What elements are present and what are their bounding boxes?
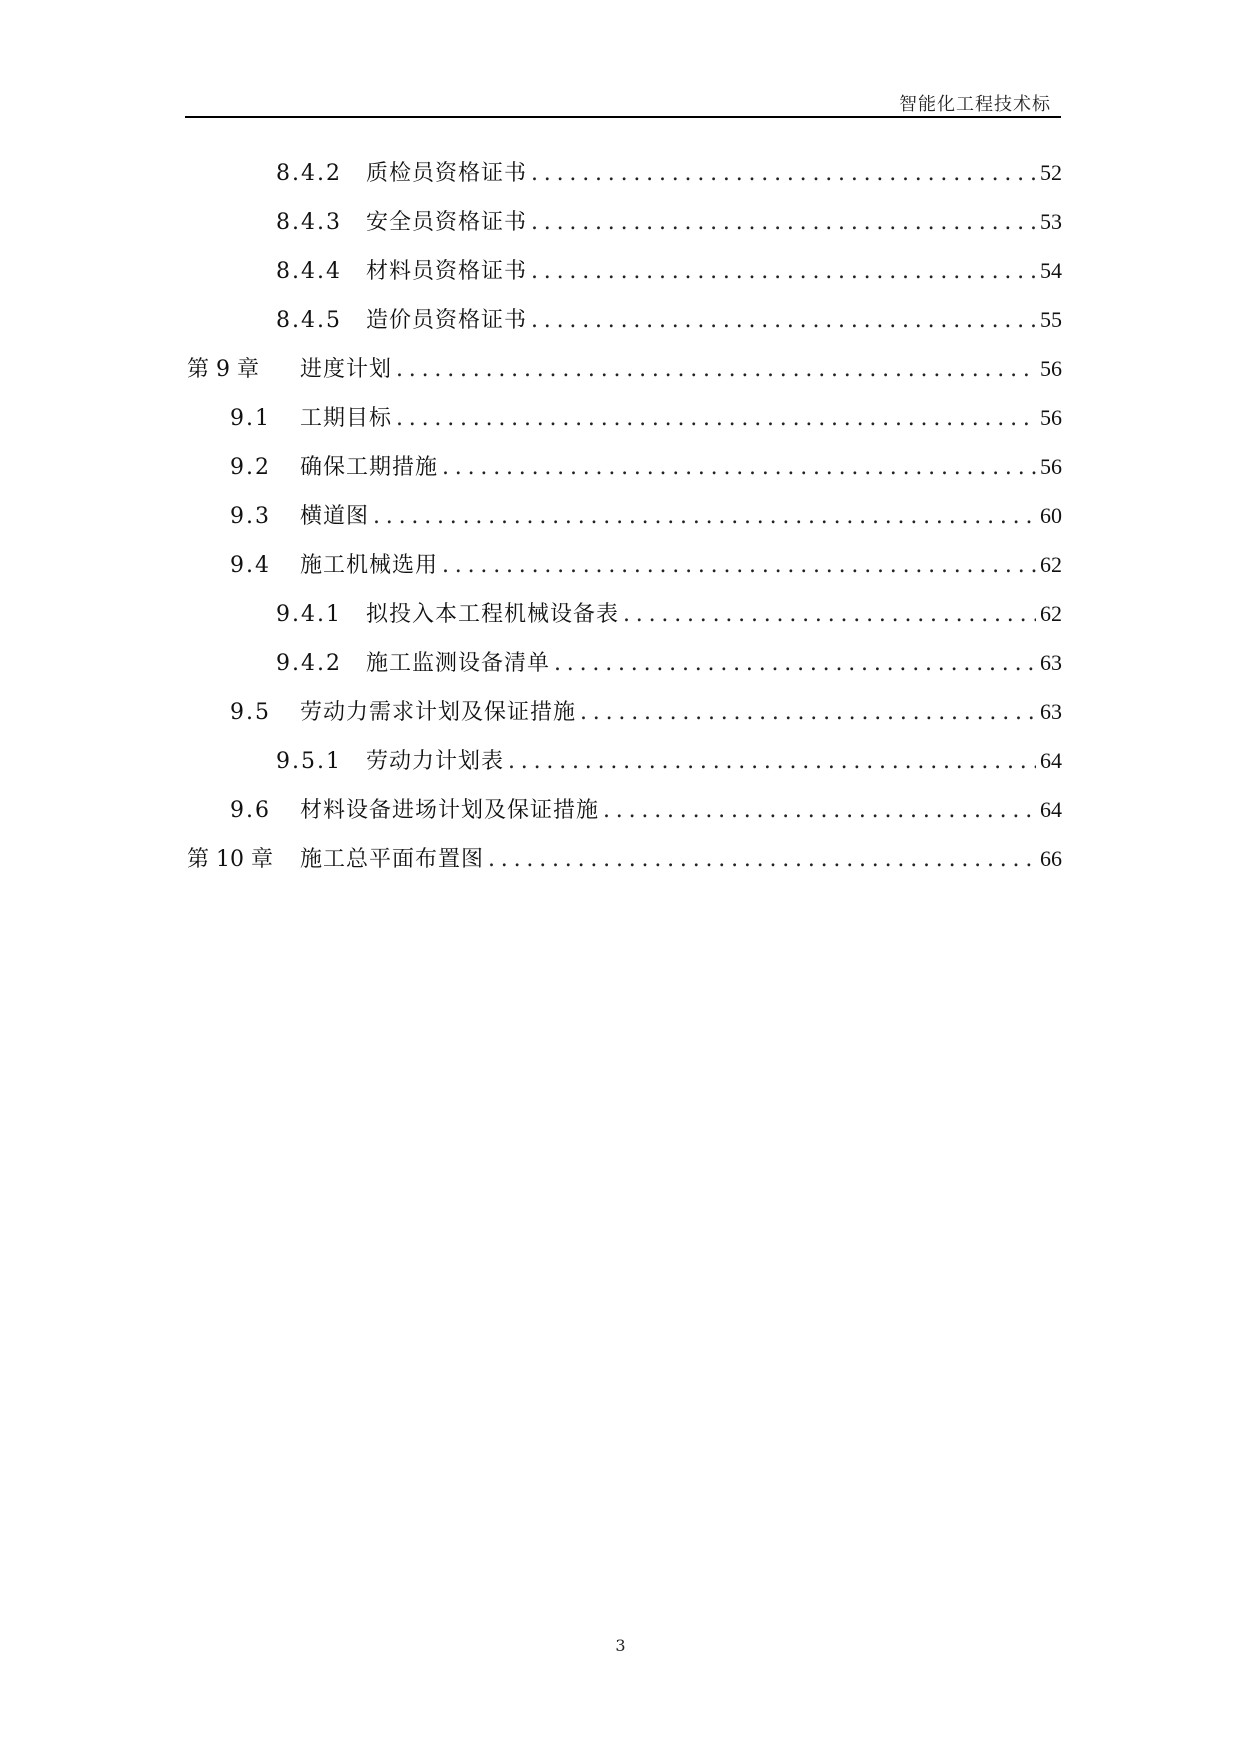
- toc-entry-page: 53: [1040, 209, 1062, 234]
- toc-entry-title: 工期目标: [300, 406, 393, 431]
- toc-entry[interactable]: [187, 442, 1062, 491]
- toc-chapter-entry[interactable]: [187, 834, 1062, 883]
- toc-entry[interactable]: [187, 638, 1062, 687]
- toc-entry-page: 62: [1040, 601, 1062, 626]
- toc-entry-number: 8.4.3: [276, 210, 342, 235]
- toc-entry-number: 9.1: [230, 406, 271, 431]
- toc-entry-number: 9.2: [230, 455, 271, 480]
- toc-entry-number: 9.5.1: [276, 749, 342, 774]
- toc-entry-page: 56: [1040, 454, 1062, 479]
- toc-dot-leader: [554, 639, 1036, 688]
- toc-entry-page: 66: [1040, 846, 1062, 871]
- toc-dot-leader: [531, 149, 1036, 198]
- running-header-title: 智能化工程技术标: [899, 94, 1051, 115]
- toc-dot-leader: [442, 541, 1036, 590]
- toc-entry[interactable]: [187, 148, 1062, 197]
- toc-entry-title: 进度计划: [300, 357, 393, 382]
- page-number: 3: [615, 1636, 626, 1655]
- toc-entry-title: 确保工期措施: [300, 455, 439, 480]
- toc-entry-title: 施工监测设备清单: [366, 651, 551, 676]
- toc-entry-page: 62: [1040, 552, 1062, 577]
- toc-entry-title: 施工机械选用: [300, 553, 439, 578]
- toc-entry-number: 9.5: [230, 700, 271, 725]
- toc-dot-leader: [396, 345, 1036, 394]
- toc-dot-leader: [603, 786, 1036, 835]
- toc-entry-title: 安全员资格证书: [366, 210, 528, 235]
- toc-dot-leader: [373, 492, 1036, 541]
- toc-entry-title: 材料员资格证书: [366, 259, 528, 284]
- toc-dot-leader: [531, 198, 1036, 247]
- toc-dot-leader: [508, 737, 1036, 786]
- toc-chapter-entry[interactable]: [187, 344, 1062, 393]
- toc-entry-title: 劳动力计划表: [366, 749, 505, 774]
- toc-entry[interactable]: [187, 197, 1062, 246]
- toc-entry-page: 52: [1040, 160, 1062, 185]
- toc-entry-number: 第 9 章: [187, 357, 259, 382]
- toc-entry-title: 质检员资格证书: [366, 161, 528, 186]
- toc-entry-number: 8.4.5: [276, 308, 342, 333]
- toc-entry-number: 9.4.1: [276, 602, 342, 627]
- toc-dot-leader: [396, 394, 1036, 443]
- toc-dot-leader: [623, 590, 1036, 639]
- toc-entry-title: 施工总平面布置图: [300, 847, 485, 872]
- toc-entry-number: 8.4.2: [276, 161, 342, 186]
- toc-entry-number: 9.4: [230, 553, 271, 578]
- toc-entry-title: 横道图: [300, 504, 370, 529]
- toc-entry-page: 64: [1040, 797, 1062, 822]
- toc-dot-leader: [531, 296, 1036, 345]
- toc-entry-page: 56: [1040, 405, 1062, 430]
- toc-entry-page: 63: [1040, 699, 1062, 724]
- toc-entry-title: 造价员资格证书: [366, 308, 528, 333]
- toc-entry-title: 拟投入本工程机械设备表: [366, 602, 620, 627]
- toc-entry-page: 54: [1040, 258, 1062, 283]
- toc-entry[interactable]: [187, 540, 1062, 589]
- toc-entry-page: 55: [1040, 307, 1062, 332]
- toc-entry-number: 9.3: [230, 504, 271, 529]
- toc-dot-leader: [580, 688, 1036, 737]
- toc-entry[interactable]: [187, 246, 1062, 295]
- table-of-contents: [187, 148, 1062, 883]
- toc-entry-number: 9.6: [230, 798, 271, 823]
- toc-entry-title: 劳动力需求计划及保证措施: [300, 700, 577, 725]
- toc-entry[interactable]: [187, 295, 1062, 344]
- toc-entry[interactable]: [187, 687, 1062, 736]
- toc-entry[interactable]: [187, 393, 1062, 442]
- toc-entry[interactable]: [187, 589, 1062, 638]
- toc-dot-leader: [442, 443, 1036, 492]
- toc-entry[interactable]: [187, 491, 1062, 540]
- toc-entry-number: 9.4.2: [276, 651, 342, 676]
- toc-entry[interactable]: [187, 736, 1062, 785]
- toc-dot-leader: [488, 835, 1036, 884]
- toc-entry-title: 材料设备进场计划及保证措施: [300, 798, 600, 823]
- toc-entry-page: 56: [1040, 356, 1062, 381]
- toc-entry-page: 64: [1040, 748, 1062, 773]
- toc-entry-page: 63: [1040, 650, 1062, 675]
- toc-dot-leader: [531, 247, 1036, 296]
- toc-entry-number: 第 10 章: [187, 847, 273, 872]
- toc-entry[interactable]: [187, 785, 1062, 834]
- header-rule: [185, 116, 1061, 118]
- toc-entry-number: 8.4.4: [276, 259, 342, 284]
- toc-entry-page: 60: [1040, 503, 1062, 528]
